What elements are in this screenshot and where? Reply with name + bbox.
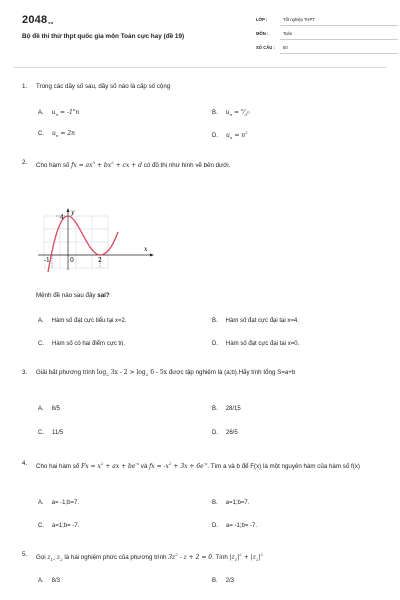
cubic-curve	[48, 216, 118, 272]
q2-option-c[interactable]: C. Hàm số có hai điểm cực trị.	[38, 341, 126, 347]
document-title: Bộ đề thi thử thpt quốc gia môn Toán cực hay (đề 19)	[22, 33, 185, 40]
q5-option-a[interactable]: A. 8/3	[38, 578, 61, 584]
q4-option-a[interactable]: A. a= -1;b=7.	[38, 500, 80, 506]
math-formula: $Fx = x^2$ + ax + $be^{-x}$	[81, 461, 140, 470]
header: $2048_{vn}$ Bộ đề thi thử thpt quốc gia môn Toán cực hay (đề 19) LỚP : Tốt nghiệp THPT MÔN : Toán SỐ CÂU : 50	[0, 0, 400, 62]
label-zero: 0	[70, 257, 74, 264]
q3-option-b[interactable]: B. 28/15	[212, 406, 241, 412]
q2-option-b[interactable]: B. Hàm số đạt cực đại tại x=4.	[212, 318, 299, 324]
math-formula: $u_n = 2n$	[52, 130, 75, 139]
q3-option-a[interactable]: A. 8/5	[38, 406, 61, 412]
math-formula: $\log_2 3x - 2 > \log_2 6 - 5x$	[96, 369, 168, 378]
q4-option-b[interactable]: B. a=1;b=7.	[212, 500, 250, 506]
y-axis-arrow	[67, 208, 70, 212]
meta-underline	[280, 39, 398, 40]
math-formula: $z_1$, $z_2$	[47, 554, 63, 563]
q2-option-d[interactable]: D. Hàm số đạt cực đại tại x=0.	[212, 341, 300, 347]
math-formula: $3z^2 - z + 2 = 0$	[168, 552, 213, 561]
label-x: x	[144, 246, 148, 253]
q3-option-c[interactable]: C. 11/5	[38, 430, 64, 436]
math-formula: fx = $-x^2 + 3x + 6e^{-x}$	[149, 461, 208, 470]
q4-option-c[interactable]: C. a=1;b= -7.	[38, 523, 80, 529]
header-divider	[14, 67, 386, 68]
x-axis-arrow	[150, 254, 154, 257]
meta-underline	[280, 53, 398, 54]
math-formula: $u_n = n^2$	[226, 130, 248, 141]
q1-option-d[interactable]: D. $u_n = n^2$	[212, 130, 248, 141]
document-page: $2048_{vn}$ Bộ đề thi thử thpt quốc gia môn Toán cực hay (đề 19) LỚP : Tốt nghiệp THPT MÔN : Toán SỐ CÂU : 50 1. Trong các dãy số sau, dãy số nào là cấp số cộng A. $u_n = -1^nn$ B. $u_n$ = $^n⁄_{3^n}$ C. $u_n = 2n$ D. $u_n = n^2$ 2. Cho hàm số fx = $ax^3 + bx^2$ + cx + d có đồ thị như hình vẽ bên dưới. 4 y x -1 0 2 Mệnh đề nào sau đây sai? A. Hàm số đạt cực tiểu tại x=2. B. Hàm số đạt cực đại tại x=4. C. Hàm số có hai điểm cực trị. D. Hàm số đạt cực đại tại x=0. 3. Giải bất phương trình $\log_2 3x - 2 > \log_2 6 - 5x$ được tập nghiệm là (a;b).Hãy tính tổng S=a+b A. 8/5 B. 28/15 C. 11/5 D. 26/5 4. Cho hai hàm số $Fx = x^2$ + ax + $be^{-x}$ và fx = $-x^2 + 3x + 6e^{-x}$. Tìm a và b để F(x) là một nguyên hàm của hàm số f(x) A. a= -1;b=7. B. a=1;b=7. C. a=1;b= -7. D. a= -1;b= -7. 5. Gọi $z_1$, $z_2$ là hai nghiệm phức của phương trình $3z^2 - z + 2 = 0$. Tính $|z_1|^2 + |z_2|^2$ A. 8/3 B. 2/3	[0, 0, 400, 600]
meta-underline	[280, 25, 398, 26]
label-minus-one: -1	[44, 257, 50, 264]
q4-option-d[interactable]: D. a= -1;b= -7.	[212, 523, 258, 529]
math-formula: $u_n$ = $^n⁄_{3^n}$	[225, 107, 250, 118]
math-formula: $u_n = -1^nn$	[51, 107, 80, 118]
label-four: 4	[60, 214, 64, 221]
q1-option-b[interactable]: B. $u_n$ = $^n⁄_{3^n}$	[212, 107, 250, 118]
q1-option-a[interactable]: A. $u_n = -1^nn$	[38, 107, 80, 118]
site-logo[interactable]: $2048_{vn}$	[22, 14, 54, 26]
q1-option-c[interactable]: C. $u_n = 2n$	[38, 130, 75, 139]
label-y: y	[71, 209, 75, 216]
cubic-graph	[38, 208, 168, 272]
q3-option-d[interactable]: D. 26/5	[212, 430, 238, 436]
q2-option-a[interactable]: A. Hàm số đạt cực tiểu tại x=2.	[38, 318, 127, 324]
label-two: 2	[98, 257, 102, 264]
math-formula: $|z_1|^2 + |z_2|^2$	[229, 552, 263, 563]
math-formula: fx = $ax^3 + bx^2$ + cx + d	[71, 160, 142, 169]
q5-option-b[interactable]: B. 2/3	[212, 578, 235, 584]
